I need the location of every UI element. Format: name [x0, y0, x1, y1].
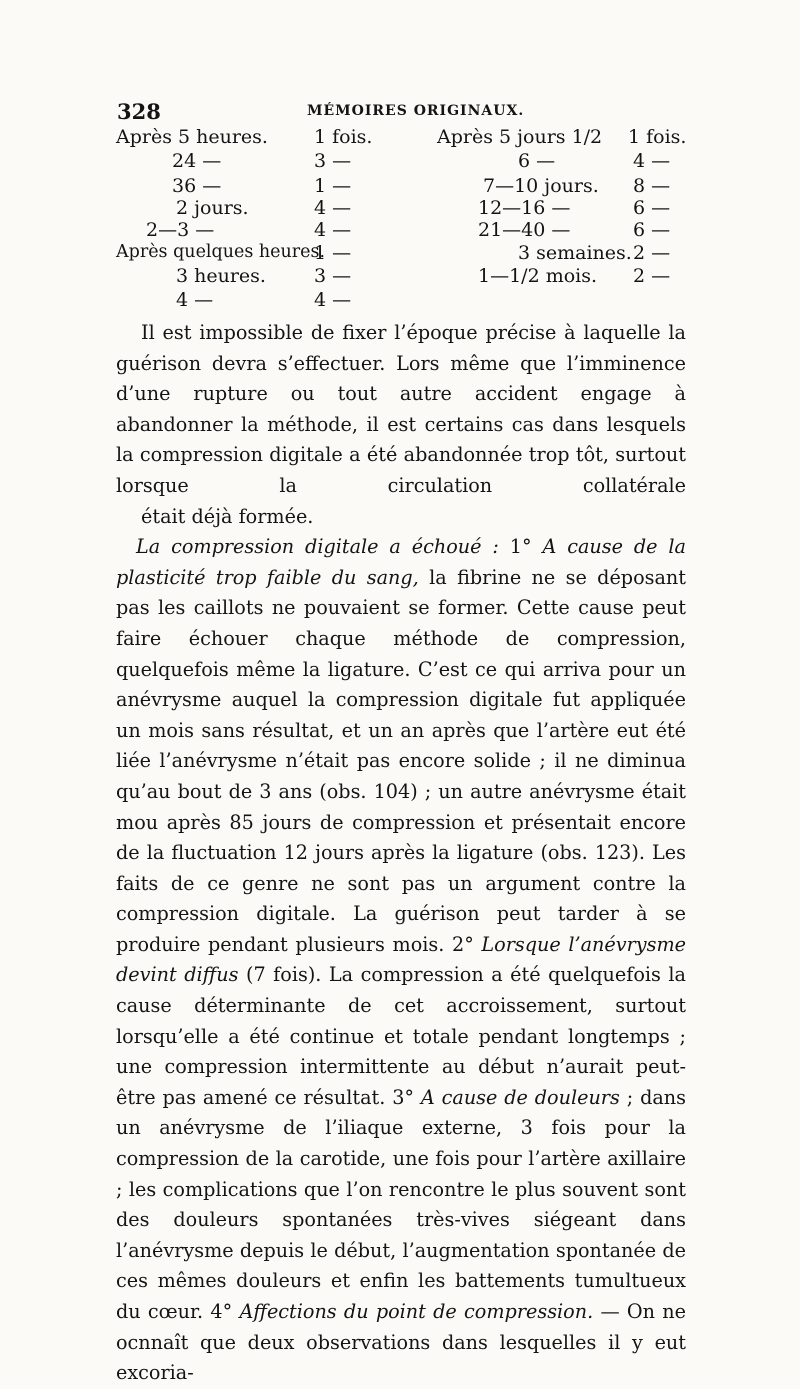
- cause-text: — On ne ocnnaît que deux observations dans lesquelles il y eut excoria-: [116, 1300, 686, 1385]
- table-left-count: 1 —: [314, 175, 352, 197]
- table-left-time: 4 —: [176, 289, 214, 311]
- table-left-count: 1 —: [314, 242, 352, 264]
- paragraph-text: Il est impossible de fixer l’époque précise à laquelle la guérison devra s’effectuer. Lors même que l’imminence d’une rupture ou tout autre accident engage à abandonner la méthode, il est certains cas dans lesquels la compression digitale a été abandonnée trop tôt, surtout lorsque la circulation collatérale: [116, 321, 686, 497]
- cause-heading: Lorsque l’anévrysme devint diffus: [116, 932, 687, 987]
- paragraph-last-line: était déjà formée.: [141, 504, 314, 528]
- cause-text: la fibrine ne se déposant pas les caillots ne pouvaient se former. Cette cause peut faire échouer chaque méthode de compression, quelquefois même la ligature. C’est ce qui arriva pour un anévrysme auquel la compression digitale fut appliquée un mois sans résultat, et un an après que l’artère eut été liée l’anévrysme n’était pas encore solide ; il ne diminua qu’au bout de 3 ans (obs. 104) ; un autre anévrysme était mou après 85 jours de compression et présentait encore de la fluctuation 12 jours après la ligature (obs. 123). Les faits de ce genre ne sont pas un argument contre la compression digitale. La guérison peut tarder à se produire pendant plusieurs mois.: [116, 565, 686, 956]
- table-right-time: 7—10 jours.: [483, 175, 599, 197]
- cause-number: 1°: [498, 535, 543, 559]
- table-right-count: 4 —: [633, 150, 671, 172]
- paragraph-healing-timing: [116, 318, 686, 532]
- cause-heading: Affections du point de compression.: [239, 1300, 594, 1323]
- cause-heading: A cause de la plasticité trop faible du sang,: [116, 535, 686, 589]
- table-left-count: 4 —: [314, 197, 352, 219]
- cause-number: 3°: [385, 1085, 421, 1109]
- table-right-time: 6 —: [518, 150, 556, 172]
- table-right-count: 8 —: [633, 175, 671, 197]
- table-left-time: 3 heures.: [176, 265, 266, 287]
- table-left-count: 3 —: [314, 265, 352, 287]
- table-right-count: 1 fois.: [628, 126, 687, 148]
- table-right-time: 1—1/2 mois.: [478, 265, 598, 287]
- table-left-count: 3 —: [314, 150, 352, 172]
- table-right-count: 2 —: [633, 242, 671, 264]
- table-right-time: Après 5 jours 1/2: [437, 126, 603, 148]
- page-number: 328: [117, 99, 161, 124]
- table-left-time: 2—3 —: [146, 219, 215, 241]
- cause-text: (7 fois). La compression a été quelquefois la cause déterminante de cet accroissement, surtout lorsqu’elle a été continue et totale pendant longtemps ; une compression intermittente au début n’aurait peut-être pas amené ce résultat.: [116, 963, 686, 1109]
- cause-text: ; dans un anévrysme de l’iliaque externe, 3 fois pour la compression de la carotide, une fois pour l’artère axillaire ; les complications que l’on rencontre le plus souvent sont des douleurs spontanées très-vives siégeant dans l’anévrysme depuis le début, l’augmentation spontanée de ces mêmes douleurs et enfin les battements tumultueux du cœur.: [116, 1085, 686, 1323]
- table-right-count: 2 —: [633, 265, 671, 287]
- page-header: [117, 99, 685, 125]
- table-left-count: 1 fois.: [314, 126, 373, 148]
- table-left-time: Après quelques heures.: [116, 242, 326, 262]
- table-right-count: 6 —: [633, 197, 671, 219]
- table-left-time: 2 jours.: [176, 197, 249, 219]
- table-right-time: 21—40 —: [478, 219, 571, 241]
- table-left-time: Après 5 heures.: [116, 126, 268, 148]
- table-right-count: 6 —: [633, 219, 671, 241]
- cause-number: 4°: [203, 1300, 240, 1323]
- table-left-time: 24 —: [172, 150, 222, 172]
- table-right-time: 12—16 —: [478, 197, 571, 219]
- section-lead: La compression digitale a échoué :: [136, 535, 499, 559]
- table-left-count: 4 —: [314, 289, 352, 311]
- cause-heading: A cause de douleurs: [420, 1085, 620, 1109]
- running-title: MÉMOIRES ORIGINAUX.: [307, 103, 525, 119]
- table-left-time: 36 —: [172, 175, 222, 197]
- paragraph-failure-causes: [116, 532, 686, 1389]
- table-right-time: 3 semaines.: [518, 242, 632, 264]
- table-left-count: 4 —: [314, 219, 352, 241]
- body-text: [116, 318, 686, 1389]
- cause-number: 2°: [444, 932, 482, 956]
